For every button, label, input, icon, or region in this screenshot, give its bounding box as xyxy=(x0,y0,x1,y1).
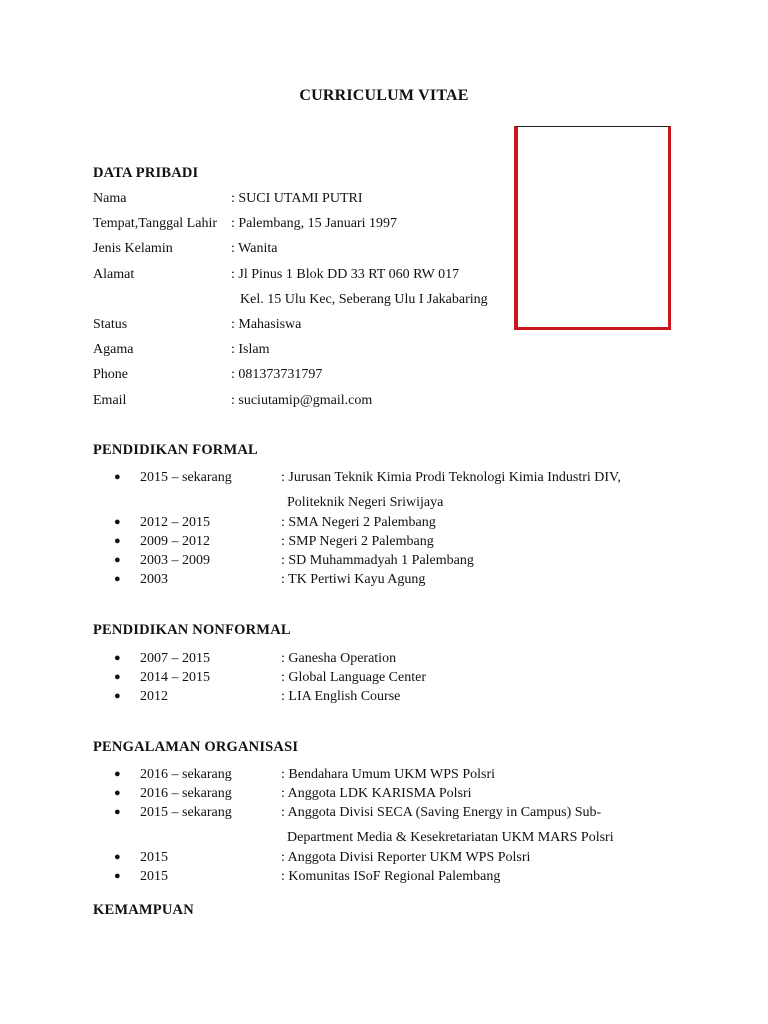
item-year: 2015 – sekarang xyxy=(140,805,232,820)
bullet-icon: ● xyxy=(114,690,121,702)
field-value: : Mahasiswa xyxy=(231,317,302,332)
item-desc: : Ganesha Operation xyxy=(281,651,397,666)
item-desc: : Anggota LDK KARISMA Polsri xyxy=(281,786,472,801)
list-item xyxy=(114,784,472,803)
bullet-icon: ● xyxy=(114,535,121,547)
personal-row-alamat xyxy=(93,266,459,284)
list-item xyxy=(114,532,434,551)
field-label: Status xyxy=(93,317,128,332)
bullet-icon: ● xyxy=(114,671,121,683)
item-desc: : Komunitas ISoF Regional Palembang xyxy=(281,869,501,884)
list-item xyxy=(114,765,495,784)
section-heading-kemampuan: KEMAMPUAN xyxy=(93,902,194,918)
item-year: 2003 xyxy=(140,572,168,587)
item-desc: : SMA Negeri 2 Palembang xyxy=(281,515,436,530)
personal-row-gender xyxy=(93,240,277,258)
list-item xyxy=(114,570,425,589)
section-heading-pendidikan-formal: PENDIDIKAN FORMAL xyxy=(93,442,258,458)
bullet-icon: ● xyxy=(114,768,121,780)
item-desc: : Global Language Center xyxy=(281,670,427,685)
list-item xyxy=(114,668,426,687)
list-item xyxy=(114,468,621,487)
field-label: Agama xyxy=(93,342,134,357)
bullet-icon: ● xyxy=(114,851,121,863)
personal-row-birth xyxy=(93,215,397,233)
bullet-icon: ● xyxy=(114,516,121,528)
personal-row-phone xyxy=(93,366,322,384)
photo-placeholder xyxy=(514,126,671,330)
field-value: : suciutamip@gmail.com xyxy=(231,393,373,408)
item-year: 2015 xyxy=(140,869,168,884)
list-item xyxy=(114,848,530,867)
personal-row-email xyxy=(93,392,372,410)
item-desc: : SD Muhammadyah 1 Palembang xyxy=(281,553,474,568)
bullet-icon: ● xyxy=(114,870,121,882)
item-desc: : Jurusan Teknik Kimia Prodi Teknologi Kimia Industri DIV, xyxy=(281,470,621,485)
item-year: 2016 – sekarang xyxy=(140,767,232,782)
bullet-icon: ● xyxy=(114,471,121,483)
field-label: Phone xyxy=(93,367,128,382)
field-label: Tempat,Tanggal Lahir xyxy=(93,216,217,231)
list-item xyxy=(114,687,400,706)
personal-row-status xyxy=(93,316,301,334)
list-item xyxy=(114,513,436,532)
personal-row-agama xyxy=(93,341,270,359)
field-value: : Islam xyxy=(231,342,270,357)
item-desc: : SMP Negeri 2 Palembang xyxy=(281,534,434,549)
section-heading-pengalaman-organisasi: PENGALAMAN ORGANISASI xyxy=(93,739,299,755)
item-desc: : TK Pertiwi Kayu Agung xyxy=(281,572,426,587)
item-continuation: Politeknik Negeri Sriwijaya xyxy=(287,495,444,510)
personal-row-nama xyxy=(93,190,363,208)
bullet-icon: ● xyxy=(114,652,121,664)
section-heading-pendidikan-nonformal: PENDIDIKAN NONFORMAL xyxy=(93,622,291,638)
item-desc: : Anggota Divisi Reporter UKM WPS Polsri xyxy=(281,850,531,865)
item-year: 2014 – 2015 xyxy=(140,670,210,685)
item-year: 2015 xyxy=(140,850,168,865)
item-desc: : LIA English Course xyxy=(281,689,401,704)
list-item xyxy=(114,649,396,668)
bullet-icon: ● xyxy=(114,787,121,799)
list-item xyxy=(114,551,474,570)
bullet-icon: ● xyxy=(114,554,121,566)
field-label: Nama xyxy=(93,191,127,206)
field-label: Jenis Kelamin xyxy=(93,241,173,256)
alamat-continuation: Kel. 15 Ulu Kec, Seberang Ulu I Jakabaring xyxy=(240,292,488,307)
list-item xyxy=(114,867,500,886)
bullet-icon: ● xyxy=(114,806,121,818)
item-year: 2012 xyxy=(140,689,168,704)
bullet-icon: ● xyxy=(114,573,121,585)
field-value: : 081373731797 xyxy=(231,367,323,382)
item-desc: : Bendahara Umum UKM WPS Polsri xyxy=(281,767,496,782)
document-title: CURRICULUM VITAE xyxy=(299,87,469,104)
item-year: 2007 – 2015 xyxy=(140,651,210,666)
field-value: : Palembang, 15 Januari 1997 xyxy=(231,216,398,231)
field-value: : Jl Pinus 1 Blok DD 33 RT 060 RW 017 xyxy=(231,267,460,282)
item-year: 2012 – 2015 xyxy=(140,515,210,530)
section-heading-data-pribadi: DATA PRIBADI xyxy=(93,165,199,181)
item-year: 2003 – 2009 xyxy=(140,553,210,568)
item-year: 2009 – 2012 xyxy=(140,534,210,549)
field-label: Alamat xyxy=(93,267,135,282)
field-value: : SUCI UTAMI PUTRI xyxy=(231,191,363,206)
field-value: : Wanita xyxy=(231,241,278,256)
item-year: 2016 – sekarang xyxy=(140,786,232,801)
item-year: 2015 – sekarang xyxy=(140,470,232,485)
item-continuation: Department Media & Kesekretariatan UKM MARS Polsri xyxy=(287,830,614,845)
field-label: Email xyxy=(93,393,127,408)
list-item xyxy=(114,803,601,822)
item-desc: : Anggota Divisi SECA (Saving Energy in Campus) Sub- xyxy=(281,805,602,820)
